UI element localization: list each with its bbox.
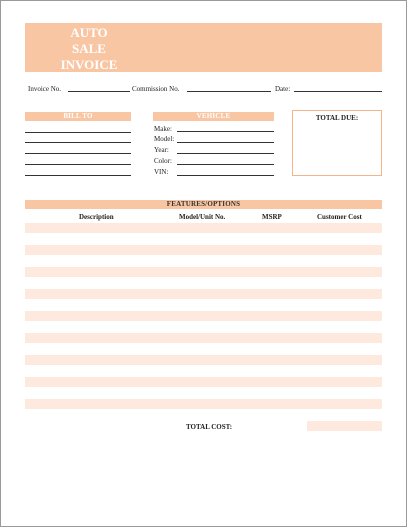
table-row[interactable] bbox=[25, 223, 382, 233]
table-row[interactable] bbox=[25, 333, 382, 343]
invoice-no-field[interactable] bbox=[68, 91, 130, 92]
title-line-2: SALE bbox=[72, 41, 106, 56]
title-line-3: INVOICE bbox=[60, 57, 118, 72]
vehicle-color-label: Color: bbox=[154, 157, 172, 165]
invoice-no-label: Invoice No. bbox=[28, 85, 62, 93]
vehicle-vin-field[interactable] bbox=[177, 175, 274, 176]
table-row[interactable] bbox=[25, 377, 382, 387]
total-due-label: TOTAL DUE: bbox=[315, 114, 359, 122]
date-field[interactable] bbox=[294, 91, 382, 92]
bill-to-line-3[interactable] bbox=[25, 153, 131, 154]
vehicle-header: VEHICLE bbox=[153, 112, 274, 121]
date-label: Date: bbox=[275, 85, 291, 93]
bill-to-line-5[interactable] bbox=[25, 175, 131, 176]
vehicle-vin-label: VIN: bbox=[154, 168, 169, 176]
bill-to-line-2[interactable] bbox=[25, 142, 131, 143]
table-row[interactable] bbox=[25, 245, 382, 255]
bill-to-header: BILL TO bbox=[25, 112, 131, 121]
total-cost-field[interactable] bbox=[307, 421, 382, 431]
vehicle-model-field[interactable] bbox=[177, 142, 274, 143]
features-header: FEATURES/OPTIONS bbox=[25, 200, 382, 209]
table-row[interactable] bbox=[25, 267, 382, 277]
col-model-unit-no: Model/Unit No. bbox=[179, 213, 226, 221]
table-row[interactable] bbox=[25, 311, 382, 321]
table-row[interactable] bbox=[25, 355, 382, 365]
table-row[interactable] bbox=[25, 289, 382, 299]
commission-no-field[interactable] bbox=[187, 91, 271, 92]
invoice-title bbox=[57, 25, 121, 73]
col-description: Description bbox=[79, 213, 114, 221]
vehicle-make-field[interactable] bbox=[177, 131, 274, 132]
commission-no-label: Commission No. bbox=[132, 85, 180, 93]
total-cost-label: TOTAL COST: bbox=[186, 423, 233, 431]
vehicle-model-label: Model: bbox=[154, 135, 175, 143]
vehicle-year-label: Year: bbox=[154, 146, 169, 154]
title-line-1: AUTO bbox=[70, 25, 108, 40]
col-msrp: MSRP bbox=[262, 213, 282, 221]
bill-to-line-4[interactable] bbox=[25, 164, 131, 165]
table-row[interactable] bbox=[25, 399, 382, 409]
vehicle-color-field[interactable] bbox=[177, 164, 274, 165]
col-customer-cost: Customer Cost bbox=[317, 213, 362, 221]
vehicle-year-field[interactable] bbox=[177, 153, 274, 154]
total-due-box[interactable] bbox=[292, 110, 382, 176]
bill-to-line-1[interactable] bbox=[25, 132, 131, 133]
vehicle-make-label: Make: bbox=[154, 125, 172, 133]
